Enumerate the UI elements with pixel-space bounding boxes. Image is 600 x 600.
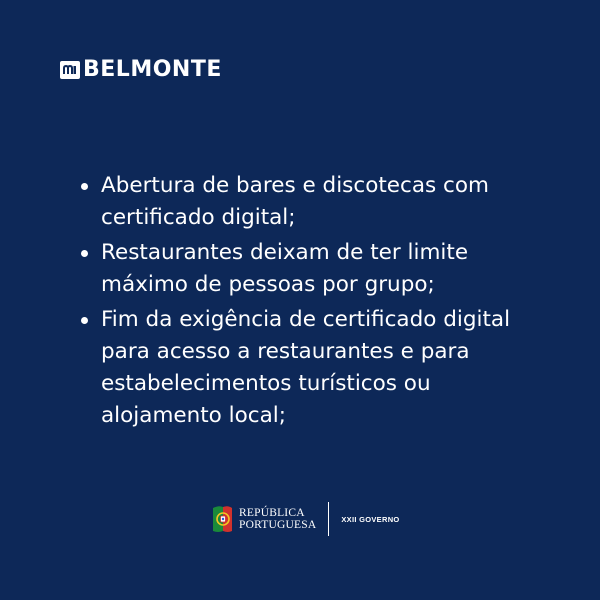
government-footer [210, 502, 400, 536]
gov-name-line1: REPÚBLICA [239, 507, 305, 519]
bullet-icon [81, 250, 88, 257]
gov-name-line2: PORTUGUESA [239, 519, 317, 531]
brand-logo [60, 59, 222, 81]
list-item-text: Fim da exigência de certificado digital para acesso a restaurantes e para estabelecimentos turísticos ou alojamento local; [101, 307, 511, 428]
footer-divider [328, 502, 329, 536]
bullet-icon [81, 317, 88, 324]
bullet-icon [81, 183, 88, 190]
list-item [78, 237, 548, 301]
government-label: XXII GOVERNO [341, 514, 400, 524]
brand-name: BELMONTE [83, 57, 222, 82]
republica-portuguesa-label [239, 507, 316, 531]
list-item [78, 170, 548, 234]
portuguese-republic-emblem-icon [210, 504, 234, 534]
list-item-text: Restaurantes deixam de ter limite máximo de pessoas por grupo; [101, 240, 469, 297]
measures-list [78, 170, 548, 435]
list-item-text: Abertura de bares e discotecas com certificado digital; [101, 173, 489, 230]
list-item [78, 304, 548, 432]
belmonte-logo-icon [60, 61, 80, 79]
